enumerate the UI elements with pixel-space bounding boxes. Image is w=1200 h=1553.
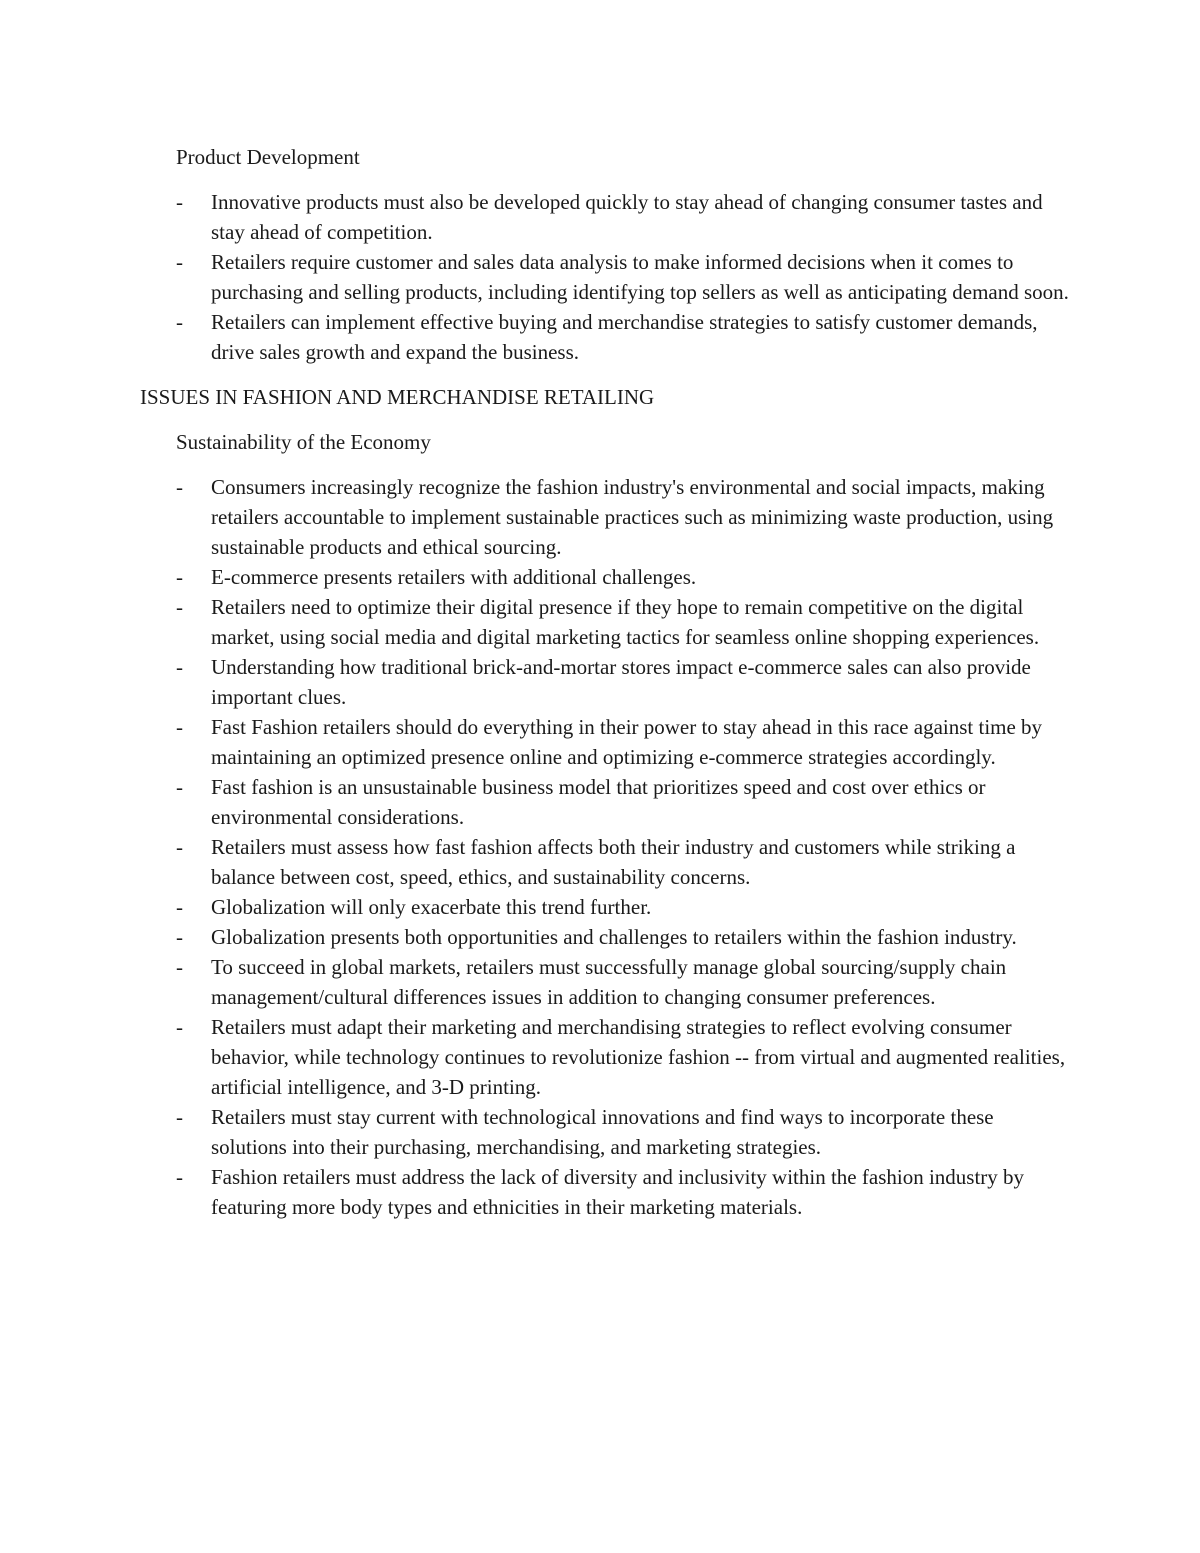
list-item-text: Consumers increasingly recognize the fashion industry's environmental and social impacts, making retailers accountable to implement sustainable practices such as minimizing waste production, using sustainable products and ethical sourcing.	[211, 475, 1054, 559]
list-item	[140, 187, 1070, 247]
list-item	[140, 1012, 1070, 1102]
list-item-text: Globalization presents both opportunities and challenges to retailers within the fashion industry.	[211, 925, 1017, 949]
bullet-dash: -	[176, 250, 183, 274]
bullet-dash: -	[176, 655, 183, 679]
bullet-dash: -	[176, 1015, 183, 1039]
list-item	[140, 892, 1070, 922]
list-item-text: Globalization will only exacerbate this trend further.	[211, 895, 652, 919]
list-item	[140, 712, 1070, 772]
bullet-dash: -	[176, 595, 183, 619]
bullet-dash: -	[176, 925, 183, 949]
section-subheading-sustainability: Sustainability of the Economy	[176, 430, 431, 454]
bullet-dash: -	[176, 565, 183, 589]
list-item	[140, 652, 1070, 712]
list-item	[140, 772, 1070, 832]
list-item-text: Fast fashion is an unsustainable business model that prioritizes speed and cost over ethics or environmental considerations.	[211, 775, 986, 829]
bullet-dash: -	[176, 1165, 183, 1189]
bullet-dash: -	[176, 475, 183, 499]
list-item	[140, 562, 1070, 592]
list-item-text: Retailers must stay current with technological innovations and find ways to incorporate these solutions into their purchasing, merchandising, and marketing strategies.	[211, 1105, 994, 1159]
list-item	[140, 922, 1070, 952]
bullet-list-sustainability	[140, 472, 1070, 1222]
bullet-dash: -	[176, 190, 183, 214]
list-item	[140, 952, 1070, 1012]
document-body	[140, 142, 1070, 1237]
list-item-text: Retailers can implement effective buying and merchandise strategies to satisfy customer demands, drive sales growth and expand the business.	[211, 310, 1038, 364]
list-item	[140, 832, 1070, 892]
bullet-dash: -	[176, 955, 183, 979]
list-item-text: Retailers require customer and sales data analysis to make informed decisions when it comes to purchasing and selling products, including identifying top sellers as well as anticipating demand soon.	[211, 250, 1069, 304]
list-item-text: Understanding how traditional brick-and-mortar stores impact e-commerce sales can also provide important clues.	[211, 655, 1031, 709]
list-item-text: Retailers must adapt their marketing and merchandising strategies to reflect evolving consumer behavior, while technology continues to revolutionize fashion -- from virtual and augmented realities, artificial intelligence, and 3-D printing.	[211, 1015, 1066, 1099]
list-item	[140, 1102, 1070, 1162]
list-item-text: Fashion retailers must address the lack of diversity and inclusivity within the fashion industry by featuring more body types and ethnicities in their marketing materials.	[211, 1165, 1025, 1219]
list-item	[140, 307, 1070, 367]
list-item	[140, 592, 1070, 652]
bullet-dash: -	[176, 715, 183, 739]
section-heading-issues: ISSUES IN FASHION AND MERCHANDISE RETAILING	[140, 385, 655, 409]
list-item-text: E-commerce presents retailers with additional challenges.	[211, 565, 697, 589]
bullet-dash: -	[176, 895, 183, 919]
section-subheading-product-development: Product Development	[176, 145, 360, 169]
list-item-text: Retailers must assess how fast fashion affects both their industry and customers while striking a balance between cost, speed, ethics, and sustainability concerns.	[211, 835, 1016, 889]
bullet-dash: -	[176, 310, 183, 334]
bullet-dash: -	[176, 835, 183, 859]
list-item-text: Fast Fashion retailers should do everything in their power to stay ahead in this race against time by maintaining an optimized presence online and optimizing e-commerce strategies accordingly.	[211, 715, 1043, 769]
list-item-text: Innovative products must also be developed quickly to stay ahead of changing consumer tastes and stay ahead of competition.	[211, 190, 1043, 244]
list-item	[140, 472, 1070, 562]
list-item-text: Retailers need to optimize their digital presence if they hope to remain competitive on the digital market, using social media and digital marketing tactics for seamless online shopping experiences.	[211, 595, 1040, 649]
list-item-text: To succeed in global markets, retailers must successfully manage global sourcing/supply chain management/cultural differences issues in addition to changing consumer preferences.	[211, 955, 1007, 1009]
bullet-dash: -	[176, 1105, 183, 1129]
list-item	[140, 1162, 1070, 1222]
bullet-list-product-development	[140, 187, 1070, 367]
bullet-dash: -	[176, 775, 183, 799]
list-item	[140, 247, 1070, 307]
